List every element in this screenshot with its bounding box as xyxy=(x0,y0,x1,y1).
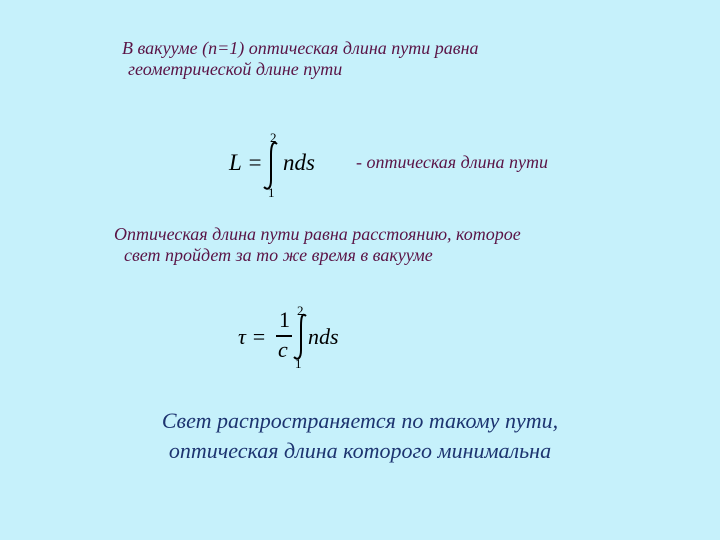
formula2-lower-limit: 1 xyxy=(295,356,302,371)
formula2-numerator: 1 xyxy=(279,307,290,332)
formula2-lhs: τ = xyxy=(238,324,267,349)
vacuum-equivalence-line-2: свет пройдет за то же время в вакууме xyxy=(124,245,433,265)
formula2-denominator: c xyxy=(278,337,288,362)
vacuum-statement-line-1: В вакууме (n=1) оптическая длина пути равна xyxy=(122,38,479,58)
vacuum-equivalence-line-1: Оптическая длина пути равна расстоянию, которое xyxy=(114,224,521,244)
formula1-lhs: L = xyxy=(229,150,263,175)
principle-line-1: Свет распространяется по такому пути, xyxy=(161,408,559,433)
formula1-lower-limit: 1 xyxy=(268,185,275,200)
minimal-path-principle xyxy=(0,406,720,466)
formula2-upper-limit: 2 xyxy=(297,303,304,318)
formula1-caption: - оптическая длина пути xyxy=(356,152,549,172)
formula1-integrand: nds xyxy=(283,150,315,175)
formula2-integrand: nds xyxy=(308,324,339,349)
vacuum-equivalence-statement xyxy=(114,224,521,266)
formula1-upper-limit: 2 xyxy=(270,130,277,145)
principle-line-2: оптическая длина которого минимальна xyxy=(168,438,552,463)
vacuum-statement xyxy=(122,38,479,80)
vacuum-statement-line-2: геометрической длине пути xyxy=(128,59,343,79)
